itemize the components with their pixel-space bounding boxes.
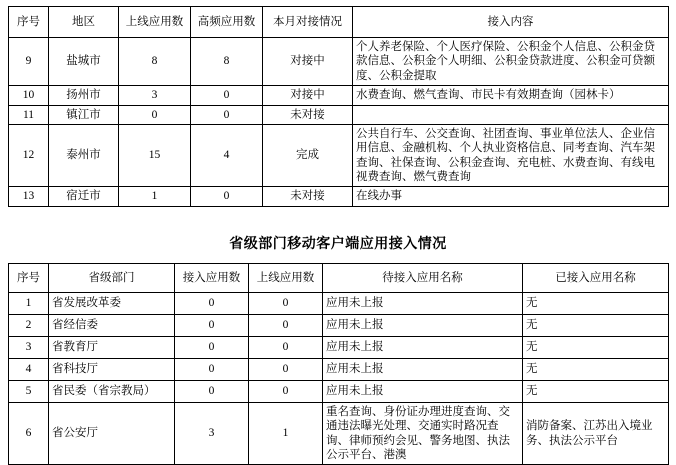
cell-region: 镇江市: [49, 105, 119, 124]
column-header-online-count: 上线应用数: [249, 263, 323, 292]
cell-accessed-apps: 无: [523, 292, 669, 314]
cell-month-status: 完成: [263, 124, 353, 187]
cell-seq: 3: [9, 336, 49, 358]
table-row: [9, 402, 669, 465]
cell-online-count: 0: [249, 314, 323, 336]
cell-online-count: 3: [119, 86, 191, 105]
cell-region: 盐城市: [49, 38, 119, 86]
cell-access-content: 在线办事: [353, 187, 669, 206]
cell-region: 扬州市: [49, 86, 119, 105]
cell-online-count: 0: [249, 358, 323, 380]
cell-department: 省科技厅: [49, 358, 175, 380]
cell-accessed-apps: 消防备案、江苏出入境业务、执法公示平台: [523, 402, 669, 465]
cell-online-count: 1: [249, 402, 323, 465]
cell-accessed-apps: 无: [523, 358, 669, 380]
cell-seq: 1: [9, 292, 49, 314]
cell-department: 省教育厅: [49, 336, 175, 358]
cell-online-count: 15: [119, 124, 191, 187]
column-header-high-freq-count: 高频应用数: [191, 7, 263, 38]
cell-pending-apps: 应用未上报: [323, 358, 523, 380]
table-row: [9, 336, 669, 358]
cell-high-freq-count: 8: [191, 38, 263, 86]
cell-online-count: 0: [249, 292, 323, 314]
cell-high-freq-count: 0: [191, 86, 263, 105]
cell-seq: 11: [9, 105, 49, 124]
column-header-access-content: 接入内容: [353, 7, 669, 38]
cell-department: 省发展改革委: [49, 292, 175, 314]
cell-accessed-apps: 无: [523, 380, 669, 402]
cell-access-count: 0: [175, 314, 249, 336]
cell-department: 省经信委: [49, 314, 175, 336]
cell-accessed-apps: 无: [523, 336, 669, 358]
cell-online-count: 0: [249, 380, 323, 402]
provincial-department-access-table: [8, 263, 669, 465]
column-header-online-count: 上线应用数: [119, 7, 191, 38]
cell-department: 省公安厅: [49, 402, 175, 465]
cell-access-content: 公共自行车、公交查询、社团查询、事业单位法人、企业信用信息、金融机构、个人执业资格信息、同考查询、汽车架查询、社保查询、公积金查询、充电桩、水费查询、有线电视费查询、燃气费查询: [353, 124, 669, 187]
table-row: [9, 187, 669, 206]
section-title: 省级部门移动客户端应用接入情况: [229, 236, 447, 252]
cell-high-freq-count: 0: [191, 187, 263, 206]
column-header-accessed-apps: 已接入应用名称: [523, 263, 669, 292]
cell-seq: 13: [9, 187, 49, 206]
cell-pending-apps: 重名查询、身份证办理进度查询、交通违法曝光处理、交通实时路况查询、律师预约会见、警务地图、执法公示平台、港澳: [323, 402, 523, 465]
cell-pending-apps: 应用未上报: [323, 292, 523, 314]
cell-online-count: 1: [119, 187, 191, 206]
cell-region: 宿迁市: [49, 187, 119, 206]
cell-month-status: 对接中: [263, 38, 353, 86]
table-header-row: [9, 7, 669, 38]
cell-month-status: 未对接: [263, 187, 353, 206]
cell-seq: 4: [9, 358, 49, 380]
table-row: [9, 38, 669, 86]
cell-region: 泰州市: [49, 124, 119, 187]
column-header-month-status: 本月对接情况: [263, 7, 353, 38]
column-header-department: 省级部门: [49, 263, 175, 292]
cell-seq: 9: [9, 38, 49, 86]
table-row: [9, 86, 669, 105]
city-application-access-table: [8, 6, 669, 207]
table-row: [9, 292, 669, 314]
table-header-row: [9, 263, 669, 292]
cell-pending-apps: 应用未上报: [323, 314, 523, 336]
cell-seq: 12: [9, 124, 49, 187]
cell-month-status: 未对接: [263, 105, 353, 124]
table-row: [9, 358, 669, 380]
cell-seq: 6: [9, 402, 49, 465]
cell-access-count: 3: [175, 402, 249, 465]
column-header-access-count: 接入应用数: [175, 263, 249, 292]
cell-access-count: 0: [175, 292, 249, 314]
column-header-seq: 序号: [9, 263, 49, 292]
cell-high-freq-count: 4: [191, 124, 263, 187]
cell-seq: 5: [9, 380, 49, 402]
cell-online-count: 0: [119, 105, 191, 124]
cell-access-content: [353, 105, 669, 124]
cell-access-count: 0: [175, 336, 249, 358]
cell-access-content: 个人养老保险、个人医疗保险、公积金个人信息、公积金贷款信息、公积金个人明细、公积金贷款进度、公积金可贷额度、公积金提取: [353, 38, 669, 86]
cell-pending-apps: 应用未上报: [323, 336, 523, 358]
cell-department: 省民委（省宗教局）: [49, 380, 175, 402]
column-header-seq: 序号: [9, 7, 49, 38]
table-row: [9, 105, 669, 124]
table-row: [9, 124, 669, 187]
column-header-pending-apps: 待接入应用名称: [323, 263, 523, 292]
cell-seq: 10: [9, 86, 49, 105]
cell-access-count: 0: [175, 380, 249, 402]
cell-seq: 2: [9, 314, 49, 336]
cell-accessed-apps: 无: [523, 314, 669, 336]
table-row: [9, 314, 669, 336]
cell-high-freq-count: 0: [191, 105, 263, 124]
cell-pending-apps: 应用未上报: [323, 380, 523, 402]
cell-online-count: 0: [249, 336, 323, 358]
cell-access-count: 0: [175, 358, 249, 380]
column-header-region: 地区: [49, 7, 119, 38]
cell-online-count: 8: [119, 38, 191, 86]
table-row: [9, 380, 669, 402]
cell-month-status: 对接中: [263, 86, 353, 105]
cell-access-content: 水费查询、燃气查询、市民卡有效期查询（园林卡）: [353, 86, 669, 105]
